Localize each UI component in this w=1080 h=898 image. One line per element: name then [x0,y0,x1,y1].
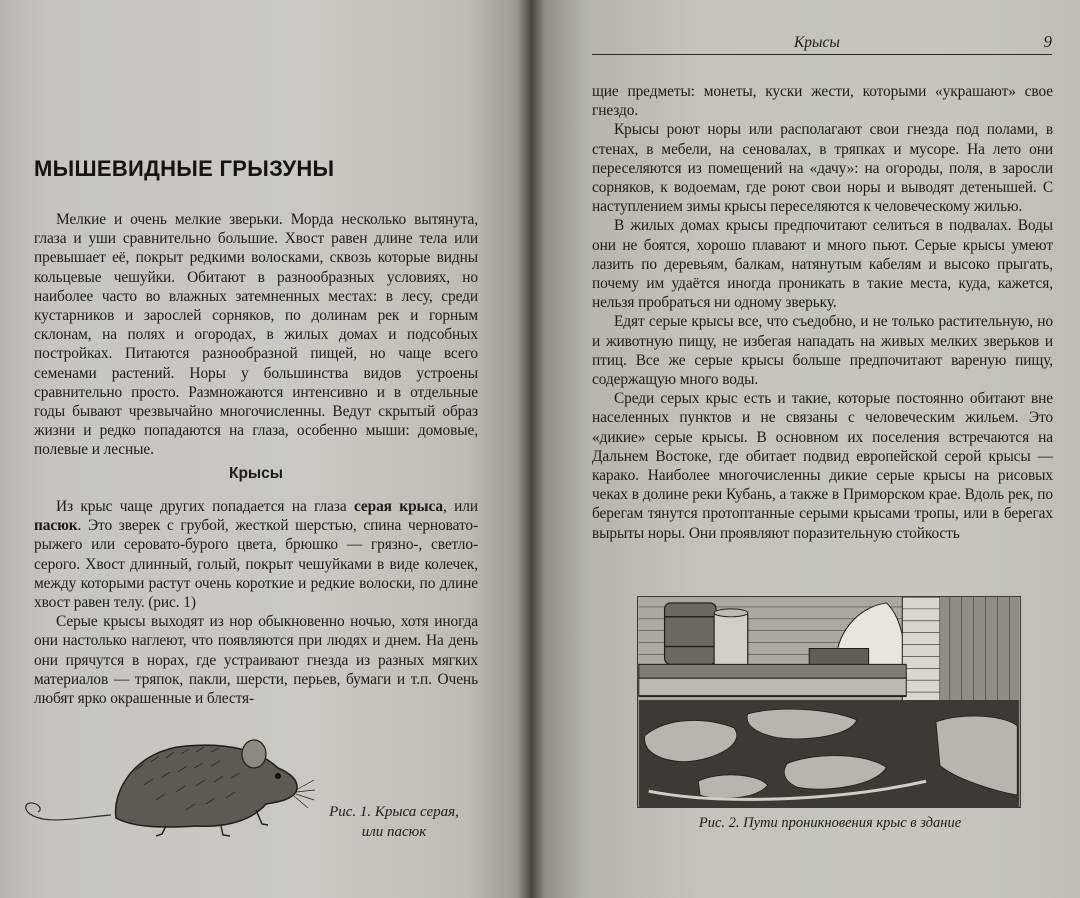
page-number: 9 [1043,32,1052,51]
rats-text [34,497,478,708]
right-paragraph-2: В жилых домах крысы предпочитают селиться в подвалах. Воды они не боятся, хорошо плавают и много пьют. Серые крысы умеют лазить по деревьям, балкам, натянутым кабелям и высоко прыгать, почему им удаётся иногда проникать в такие места, куда, кажется, нельзя пробраться ни одному зверьку. [592,217,1053,312]
figure1-caption-line1: Рис. 1. Крыса серая, [329,804,459,820]
para1-start: Из крыс чаще других попадается на глаза [56,498,354,515]
para1-mid: , или [442,498,478,515]
right-paragraph-4: Среди серых крыс есть и такие, которые постоянно обитают вне населенных пунктов и не связаны с человеческим жильем. Это «дикие» серые крысы. В основном их поселения встречаются на Дальнем Востоке, где обитает подвид европейской серой крысы — каракo. Наиболее многочисленны дикие серые крысы на рисовых чеках в долине реки Кубань, а также в Приморском крае. Вдоль рек, по берегам тянутся протоптанные серыми крысами тропы, или в берегах вырыты норы. Они проявляют поразительную стойкость [592,390,1053,542]
figure2-caption: Рис. 2. Пути проникновения крыс в здание [698,815,962,831]
term-pasyuk: пасюк [34,517,78,535]
rat-illustration [16,730,316,840]
term-grey-rat: серая крыса [353,498,443,515]
right-paragraph-3: Едят серые крысы все, что съедобно, и не только растительную, но и животную пищу, не избегая нападать на живых мелких зверьков и птиц. Все же серые крысы больше предпочитают вареную пищу, содержащую много воды. [592,313,1053,389]
right-paragraph-0: щие предметы: монеты, куски жести, которыми «украшают» свое гнездо. [592,83,1053,120]
intro-paragraph: Мелкие и очень мелкие зверьки. Морда несколько вытянута, глаза и уши сравнительно большие. Хвост равен длине тела или превышает её, покрыт редкими волосками, сквозь которые видны кольцевые чешуйки. Обитают в разнообразных условиях, но наиболее часто во влажных затемненных местах: в лесу, среди кустарников и зарослей сорняков, по долинам рек и горным склонам, на полях и огородах, в жилых домах и подсобных постройках. Питаются разнообразной пищей, но чаще всего семенами растений. Норы у большинства видов устроены сравнительно просто. Размножаются интенсивно и в отдельные годы бывают чрезвычайно многочисленны. Ведут скрытый образ жизни и редко попадаются на глаза, особенно мыши: домовые, полевые и лесные. [34,211,478,459]
right-text [592,82,1053,543]
intro-text [34,210,478,460]
figure1-caption [306,802,482,842]
right-paragraph-1: Крысы роют норы или располагают свои гнезда под полами, в стенах, в мебели, на сеновалах, в тряпках и мусоре. На лето они переселяются из помещений на «дачу»: на огороды, поля, в заросли сорняков, к водоемам, где роют свои норы и выводят детенышей. С наступлением зимы крысы переселяются к человеческому жилью. [592,121,1053,216]
figure1-caption-line2: или пасюк [361,824,427,840]
para1-end: . Это зверек с грубой, жесткой шерстью, спина черновато-рыжего или серовато-бурого цвета, брюшко — грязно-, светло-серого. Хвост длинный, голый, покрыт чешуйками в виде колечек, между которыми растут очень короткие и редкие волоски, по длине хвост равен телу. (рис. 1) [34,517,478,612]
section-heading: Крысы [228,465,284,482]
running-head-title: Крысы [794,34,840,51]
book-gutter [518,0,544,898]
rats-paragraph-2: Серые крысы выходят из нор обыкновенно ночью, хотя иногда они настолько наглеют, что появляются при людях и днем. На день они прячутся в норах, где устраивают гнезда из разных мягких материалов — тряпок, пакли, шерсти, перьев, бумаги и т.п. Очень любят ярко окрашенные и блестя- [34,613,478,708]
building-illustration [637,596,1021,808]
running-head [592,32,1052,55]
chapter-title: МЫШЕВИДНЫЕ ГРЫЗУНЫ [34,156,335,181]
rats-paragraph-1 [34,497,478,612]
